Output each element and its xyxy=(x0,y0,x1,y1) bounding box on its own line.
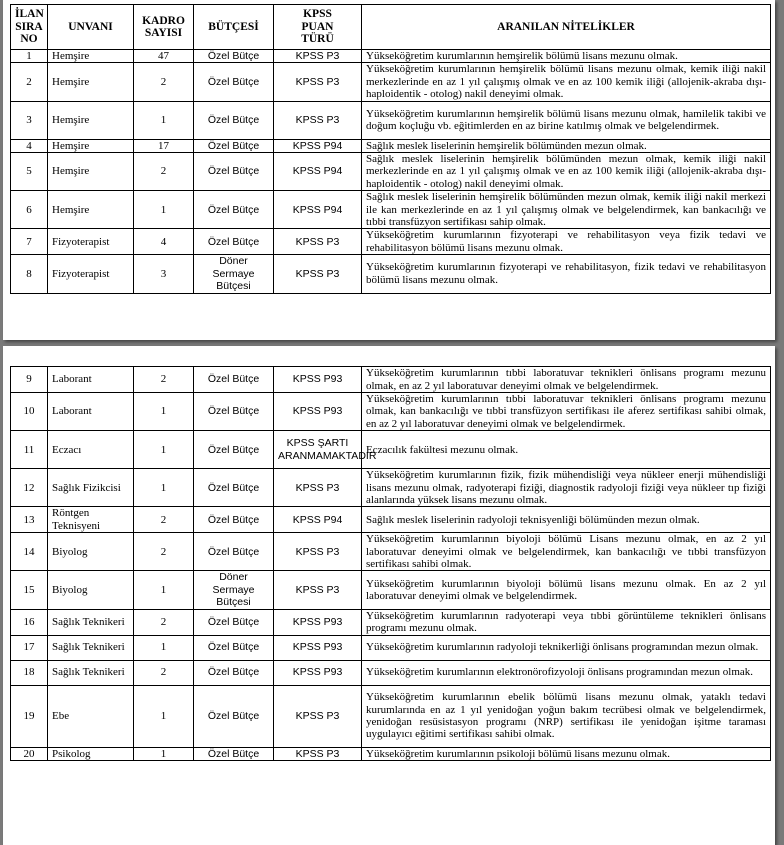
nitelik-cell: Yükseköğretim kurumlarının fizik, fizik mühendisliği veya nükleer enerji mühendisliği lisans mezunu olmak, radyoterapi fiziği, diagnostik radyoloji fiziği veya nükleer tıp fiziği alanlarında yüksek lisans mezunu olmak. xyxy=(362,469,771,507)
unvan-cell: Sağlık Teknikeri xyxy=(48,609,134,635)
table-row xyxy=(11,191,771,229)
ilan-no-cell: 3 xyxy=(11,101,48,139)
table-row xyxy=(11,685,771,747)
unvan-cell: Eczacı xyxy=(48,431,134,469)
job-listing-table-2 xyxy=(10,366,771,761)
header-unvani: UNVANI xyxy=(48,5,134,50)
unvan-cell: Laborant xyxy=(48,367,134,393)
butce-cell: Özel Bütçe xyxy=(194,139,274,152)
nitelik-cell: Sağlık meslek liselerinin hemşirelik bölümünden mezun olmak, kemik iliği nakil merkezi ile kan merkezlerinde en az 1 yıl çalışmış olmak ve belgelendirmek, kan bankacılığı ve tıbbi transfüzyon sertifikası sahip olmak. xyxy=(362,191,771,229)
header-ilan-sira-no: İLAN SIRA NO xyxy=(11,5,48,50)
kpss-puan-turu-cell: KPSS P3 xyxy=(274,533,362,571)
kpss-puan-turu-cell: KPSS P94 xyxy=(274,507,362,533)
kpss-puan-turu-cell: KPSS P93 xyxy=(274,660,362,685)
ilan-no-cell: 6 xyxy=(11,191,48,229)
document-page-2 xyxy=(3,346,775,845)
document-page-1 xyxy=(3,0,775,340)
nitelik-cell: Yükseköğretim kurumlarının hemşirelik bölümü lisans mezunu olmak. xyxy=(362,50,771,63)
butce-cell: Özel Bütçe xyxy=(194,507,274,533)
kadro-sayisi-cell: 47 xyxy=(134,50,194,63)
ilan-no-cell: 2 xyxy=(11,63,48,101)
butce-cell: Özel Bütçe xyxy=(194,609,274,635)
kadro-sayisi-cell: 1 xyxy=(134,101,194,139)
header-aranilan-nitelikler: ARANILAN NİTELİKLER xyxy=(362,5,771,50)
kadro-sayisi-cell: 2 xyxy=(134,533,194,571)
ilan-no-cell: 16 xyxy=(11,609,48,635)
kadro-sayisi-cell: 2 xyxy=(134,507,194,533)
butce-cell: Döner Sermaye Bütçesi xyxy=(194,571,274,609)
ilan-no-cell: 12 xyxy=(11,469,48,507)
nitelik-cell: Sağlık meslek liselerinin radyoloji teknisyenliği bölümünden mezun olmak. xyxy=(362,507,771,533)
unvan-cell: Röntgen Teknisyeni xyxy=(48,507,134,533)
ilan-no-cell: 4 xyxy=(11,139,48,152)
table-row xyxy=(11,255,771,293)
unvan-cell: Hemşire xyxy=(48,153,134,191)
butce-cell: Özel Bütçe xyxy=(194,229,274,255)
ilan-no-cell: 10 xyxy=(11,393,48,431)
kpss-puan-turu-cell: KPSS P3 xyxy=(274,571,362,609)
unvan-cell: Sağlık Teknikeri xyxy=(48,635,134,660)
butce-cell: Özel Bütçe xyxy=(194,431,274,469)
nitelik-cell: Yükseköğretim kurumlarının tıbbi laboratuvar teknikleri önlisans programı mezunu olmak, kan bankacılığı ve tıbbi transfüzyon sertifikası ile aferez sertifikası sahibi olmak, en az 2 yıl laboratuvar deneyimi olmak ve belgelendirmek. xyxy=(362,393,771,431)
unvan-cell: Hemşire xyxy=(48,50,134,63)
ilan-no-cell: 19 xyxy=(11,685,48,747)
nitelik-cell: Yükseköğretim kurumlarının fizyoterapi ve rehabilitasyon, fizik tedavi ve rehabilitasyon bölümü lisans mezunu olmak. xyxy=(362,255,771,293)
nitelik-cell: Yükseköğretim kurumlarının radyoloji teknikerliği önlisans programından mezun olmak. xyxy=(362,635,771,660)
nitelik-cell: Eczacılık fakültesi mezunu olmak. xyxy=(362,431,771,469)
unvan-cell: Fizyoterapist xyxy=(48,229,134,255)
header-kpss-puan-turu: KPSS PUAN TÜRÜ xyxy=(274,5,362,50)
kadro-sayisi-cell: 2 xyxy=(134,63,194,101)
unvan-cell: Ebe xyxy=(48,685,134,747)
table-row xyxy=(11,229,771,255)
kadro-sayisi-cell: 1 xyxy=(134,685,194,747)
kpss-puan-turu-cell: KPSS P94 xyxy=(274,153,362,191)
butce-cell: Özel Bütçe xyxy=(194,63,274,101)
kadro-sayisi-cell: 1 xyxy=(134,191,194,229)
butce-cell: Özel Bütçe xyxy=(194,50,274,63)
kadro-sayisi-cell: 1 xyxy=(134,747,194,760)
header-butcesi: BÜTÇESİ xyxy=(194,5,274,50)
ilan-no-cell: 18 xyxy=(11,660,48,685)
butce-cell: Özel Bütçe xyxy=(194,153,274,191)
kpss-puan-turu-cell: KPSS P3 xyxy=(274,101,362,139)
nitelik-cell: Sağlık meslek liselerinin hemşirelik bölümünden mezun olmak. xyxy=(362,139,771,152)
kadro-sayisi-cell: 1 xyxy=(134,469,194,507)
butce-cell: Özel Bütçe xyxy=(194,393,274,431)
kpss-puan-turu-cell: KPSS P3 xyxy=(274,685,362,747)
ilan-no-cell: 9 xyxy=(11,367,48,393)
table-row xyxy=(11,747,771,760)
unvan-cell: Biyolog xyxy=(48,533,134,571)
kpss-puan-turu-cell: KPSS ŞARTI ARANMAMAKTADIR xyxy=(274,431,362,469)
unvan-cell: Psikolog xyxy=(48,747,134,760)
unvan-cell: Biyolog xyxy=(48,571,134,609)
kadro-sayisi-cell: 2 xyxy=(134,660,194,685)
unvan-cell: Hemşire xyxy=(48,191,134,229)
ilan-no-cell: 8 xyxy=(11,255,48,293)
unvan-cell: Fizyoterapist xyxy=(48,255,134,293)
kpss-puan-turu-cell: KPSS P3 xyxy=(274,469,362,507)
unvan-cell: Hemşire xyxy=(48,139,134,152)
table-row xyxy=(11,609,771,635)
kpss-puan-turu-cell: KPSS P93 xyxy=(274,609,362,635)
table-row xyxy=(11,153,771,191)
butce-cell: Özel Bütçe xyxy=(194,101,274,139)
unvan-cell: Laborant xyxy=(48,393,134,431)
kpss-puan-turu-cell: KPSS P93 xyxy=(274,393,362,431)
kadro-sayisi-cell: 1 xyxy=(134,393,194,431)
kpss-puan-turu-cell: KPSS P93 xyxy=(274,367,362,393)
nitelik-cell: Yükseköğretim kurumlarının biyoloji bölümü Lisans mezunu olmak, en az 2 yıl laboratuvar deneyimi olmak ve belgelendirmek, kan bankacılığı ve tıbbi transfüzyon sertifikası sahibi olmak. xyxy=(362,533,771,571)
header-kadro-sayisi: KADRO SAYISI xyxy=(134,5,194,50)
nitelik-cell: Yükseköğretim kurumlarının biyoloji bölümü lisans mezunu olmak. En az 2 yıl laboratuvar deneyimi olmak ve belgelendirmek. xyxy=(362,571,771,609)
kadro-sayisi-cell: 1 xyxy=(134,571,194,609)
unvan-cell: Hemşire xyxy=(48,63,134,101)
ilan-no-cell: 7 xyxy=(11,229,48,255)
butce-cell: Özel Bütçe xyxy=(194,533,274,571)
kpss-puan-turu-cell: KPSS P94 xyxy=(274,139,362,152)
butce-cell: Özel Bütçe xyxy=(194,635,274,660)
butce-cell: Döner Sermaye Bütçesi xyxy=(194,255,274,293)
table-row xyxy=(11,431,771,469)
butce-cell: Özel Bütçe xyxy=(194,660,274,685)
kpss-puan-turu-cell: KPSS P93 xyxy=(274,635,362,660)
kpss-puan-turu-cell: KPSS P3 xyxy=(274,255,362,293)
table-row xyxy=(11,635,771,660)
nitelik-cell: Yükseköğretim kurumlarının hemşirelik bölümü lisans mezunu olmak, hamilelik takibi ve doğum koçluğu vb. eğitimlerden en az birine katılmış olmak ve belgelendirmek. xyxy=(362,101,771,139)
job-listing-table-1 xyxy=(10,4,771,294)
table-row xyxy=(11,393,771,431)
nitelik-cell: Yükseköğretim kurumlarının tıbbi laboratuvar teknikleri önlisans programı mezunu olmak, en az 2 yıl laboratuvar deneyimi olmak ve belgelendirmek. xyxy=(362,367,771,393)
butce-cell: Özel Bütçe xyxy=(194,685,274,747)
ilan-no-cell: 20 xyxy=(11,747,48,760)
unvan-cell: Hemşire xyxy=(48,101,134,139)
kadro-sayisi-cell: 2 xyxy=(134,367,194,393)
table-row xyxy=(11,50,771,63)
ilan-no-cell: 5 xyxy=(11,153,48,191)
table-row xyxy=(11,507,771,533)
ilan-no-cell: 13 xyxy=(11,507,48,533)
table-header-row xyxy=(11,5,771,50)
butce-cell: Özel Bütçe xyxy=(194,191,274,229)
kadro-sayisi-cell: 17 xyxy=(134,139,194,152)
nitelik-cell: Yükseköğretim kurumlarının radyoterapi veya tıbbi görüntüleme teknikleri önlisans programı mezunu olmak. xyxy=(362,609,771,635)
kadro-sayisi-cell: 3 xyxy=(134,255,194,293)
nitelik-cell: Yükseköğretim kurumlarının ebelik bölümü lisans mezunu olmak, yataklı tedavi kurumlarında en az 1 yıl yenidoğan yoğun bakım tecrübesi olmak ve belgelendirmek, yenidoğan resüsistasyon programı (NRP) sertifikası ile yenidoğan işitme taraması uygulayıcı eğitimi sertifikası sahibi olmak. xyxy=(362,685,771,747)
table-row xyxy=(11,101,771,139)
nitelik-cell: Yükseköğretim kurumlarının elektronörofizyoloji önlisans programından mezun olmak. xyxy=(362,660,771,685)
table-row xyxy=(11,533,771,571)
unvan-cell: Sağlık Teknikeri xyxy=(48,660,134,685)
butce-cell: Özel Bütçe xyxy=(194,367,274,393)
kadro-sayisi-cell: 2 xyxy=(134,153,194,191)
nitelik-cell: Sağlık meslek liselerinin hemşirelik bölümünden mezun olmak, kemik iliği nakil merkezlerinde en az 1 yıl çalışmış olmak ve en az 100 kemik iliği (allojenik-akraba dışı-haploidentik - otolog) nakil deneyimi olmak. xyxy=(362,153,771,191)
kpss-puan-turu-cell: KPSS P94 xyxy=(274,191,362,229)
table-row xyxy=(11,660,771,685)
table-row xyxy=(11,469,771,507)
ilan-no-cell: 14 xyxy=(11,533,48,571)
table-row xyxy=(11,367,771,393)
kadro-sayisi-cell: 4 xyxy=(134,229,194,255)
butce-cell: Özel Bütçe xyxy=(194,469,274,507)
nitelik-cell: Yükseköğretim kurumlarının psikoloji bölümü lisans mezunu olmak. xyxy=(362,747,771,760)
butce-cell: Özel Bütçe xyxy=(194,747,274,760)
ilan-no-cell: 11 xyxy=(11,431,48,469)
ilan-no-cell: 1 xyxy=(11,50,48,63)
nitelik-cell: Yükseköğretim kurumlarının hemşirelik bölümü lisans mezunu olmak, kemik iliği nakil merkezlerinde en az 1 yıl çalışmış olmak ve en az 100 kemik iliği (allojenik-akraba dışı-haploidentik - otolog) nakil deneyimi olmak. xyxy=(362,63,771,101)
kpss-puan-turu-cell: KPSS P3 xyxy=(274,229,362,255)
ilan-no-cell: 15 xyxy=(11,571,48,609)
kpss-puan-turu-cell: KPSS P3 xyxy=(274,63,362,101)
kadro-sayisi-cell: 2 xyxy=(134,609,194,635)
nitelik-cell: Yükseköğretim kurumlarının fizyoterapi ve rehabilitasyon veya fizik tedavi ve rehabilitasyon bölümü lisans mezunu olmak. xyxy=(362,229,771,255)
kpss-puan-turu-cell: KPSS P3 xyxy=(274,50,362,63)
kpss-puan-turu-cell: KPSS P3 xyxy=(274,747,362,760)
kadro-sayisi-cell: 1 xyxy=(134,431,194,469)
unvan-cell: Sağlık Fizikcisi xyxy=(48,469,134,507)
table-row xyxy=(11,571,771,609)
ilan-no-cell: 17 xyxy=(11,635,48,660)
table-row xyxy=(11,139,771,152)
table-row xyxy=(11,63,771,101)
kadro-sayisi-cell: 1 xyxy=(134,635,194,660)
